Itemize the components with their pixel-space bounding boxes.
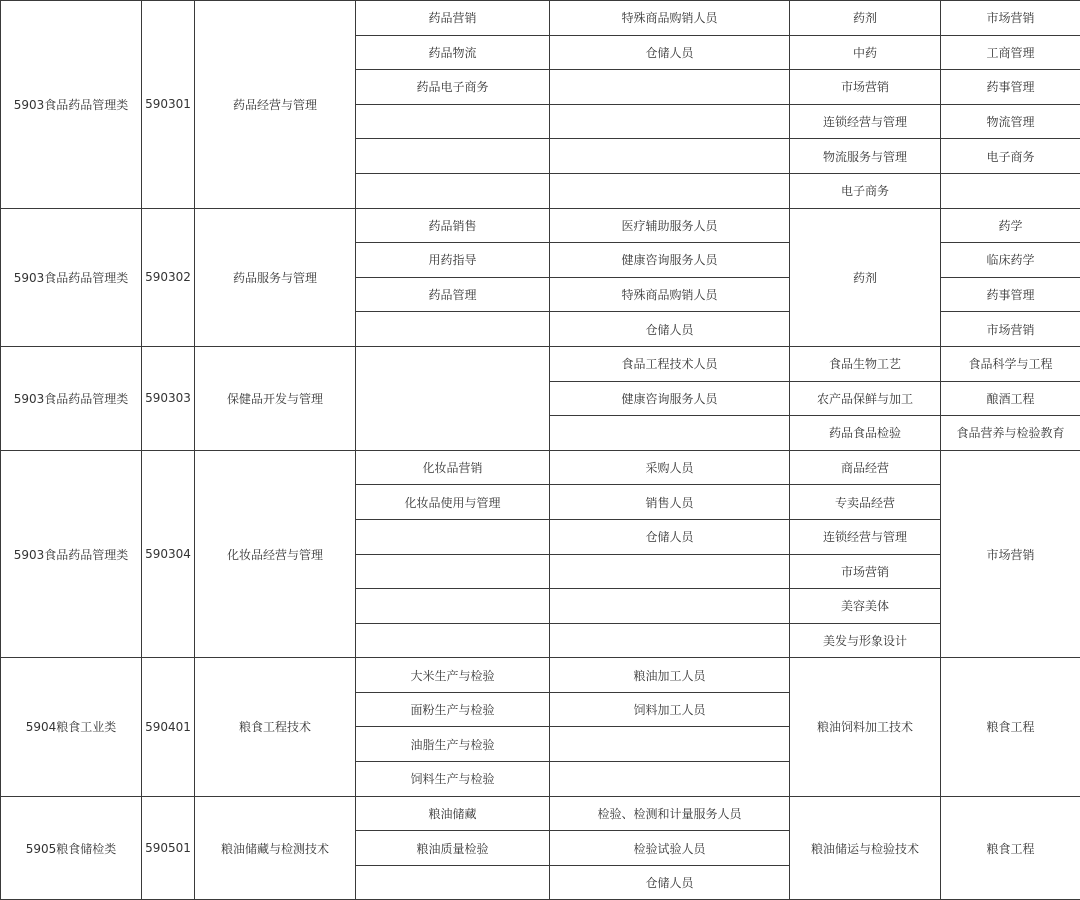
undergrad-major-cell: 药事管理 — [941, 70, 1080, 105]
occupation-cell: 粮油加工人员 — [550, 658, 790, 693]
major-cell: 粮食工程技术 — [195, 658, 356, 796]
code-cell: 590401 — [142, 658, 195, 796]
code-cell: 590304 — [142, 450, 195, 658]
occupation-cell — [550, 554, 790, 589]
code-cell: 590303 — [142, 346, 195, 450]
table-row — [1, 1, 1080, 36]
undergrad-major-cell: 市场营销 — [941, 450, 1080, 658]
occupation-cell: 健康咨询服务人员 — [550, 381, 790, 416]
occupation-cell — [550, 173, 790, 208]
occupation-cell — [550, 139, 790, 174]
secondary-major-cell: 物流服务与管理 — [790, 139, 941, 174]
occupation-cell: 仓储人员 — [550, 865, 790, 900]
undergrad-major-cell: 食品科学与工程 — [941, 346, 1080, 381]
secondary-major-cell: 连锁经营与管理 — [790, 104, 941, 139]
major-cell: 化妆品经营与管理 — [195, 450, 356, 658]
secondary-major-cell: 电子商务 — [790, 173, 941, 208]
category-cell: 5903食品药品管理类 — [1, 1, 142, 209]
secondary-major-cell: 药剂 — [790, 208, 941, 346]
occupation-cell: 饲料加工人员 — [550, 692, 790, 727]
occupation-cell — [550, 623, 790, 658]
major-cell: 药品经营与管理 — [195, 1, 356, 209]
occupation-cell: 健康咨询服务人员 — [550, 243, 790, 278]
direction-cell: 用药指导 — [356, 243, 550, 278]
undergrad-major-cell: 市场营销 — [941, 1, 1080, 36]
direction-cell — [356, 346, 550, 450]
undergrad-major-cell: 临床药学 — [941, 243, 1080, 278]
secondary-major-cell: 美发与形象设计 — [790, 623, 941, 658]
secondary-major-cell: 食品生物工艺 — [790, 346, 941, 381]
direction-cell: 药品销售 — [356, 208, 550, 243]
undergrad-major-cell: 粮食工程 — [941, 796, 1080, 900]
direction-cell — [356, 519, 550, 554]
direction-cell: 油脂生产与检验 — [356, 727, 550, 762]
secondary-major-cell: 连锁经营与管理 — [790, 519, 941, 554]
occupation-cell: 检验试验人员 — [550, 831, 790, 866]
table-row — [1, 796, 1080, 831]
occupation-cell — [550, 416, 790, 451]
category-cell: 5903食品药品管理类 — [1, 346, 142, 450]
table-row — [1, 450, 1080, 485]
table-row — [1, 658, 1080, 693]
secondary-major-cell: 专卖品经营 — [790, 485, 941, 520]
occupation-cell — [550, 70, 790, 105]
secondary-major-cell: 中药 — [790, 35, 941, 70]
table-row — [1, 208, 1080, 243]
direction-cell: 饲料生产与检验 — [356, 762, 550, 797]
secondary-major-cell: 粮油饲料加工技术 — [790, 658, 941, 796]
category-cell: 5905粮食储检类 — [1, 796, 142, 900]
direction-cell: 粮油储藏 — [356, 796, 550, 831]
occupation-cell: 仓储人员 — [550, 35, 790, 70]
major-cell: 药品服务与管理 — [195, 208, 356, 346]
table-row — [1, 346, 1080, 381]
secondary-major-cell: 市场营销 — [790, 70, 941, 105]
undergrad-major-cell: 食品营养与检验教育 — [941, 416, 1080, 451]
secondary-major-cell: 药品食品检验 — [790, 416, 941, 451]
direction-cell — [356, 173, 550, 208]
occupation-cell: 销售人员 — [550, 485, 790, 520]
undergrad-major-cell: 物流管理 — [941, 104, 1080, 139]
direction-cell — [356, 554, 550, 589]
direction-cell: 粮油质量检验 — [356, 831, 550, 866]
secondary-major-cell: 市场营销 — [790, 554, 941, 589]
undergrad-major-cell: 电子商务 — [941, 139, 1080, 174]
occupation-cell: 仓储人员 — [550, 519, 790, 554]
occupation-cell: 特殊商品购销人员 — [550, 1, 790, 36]
occupation-cell: 仓储人员 — [550, 312, 790, 347]
undergrad-major-cell: 市场营销 — [941, 312, 1080, 347]
direction-cell — [356, 623, 550, 658]
direction-cell — [356, 865, 550, 900]
occupation-cell: 食品工程技术人员 — [550, 346, 790, 381]
direction-cell: 化妆品使用与管理 — [356, 485, 550, 520]
secondary-major-cell: 粮油储运与检验技术 — [790, 796, 941, 900]
occupation-cell: 特殊商品购销人员 — [550, 277, 790, 312]
secondary-major-cell: 美容美体 — [790, 589, 941, 624]
undergrad-major-cell: 药学 — [941, 208, 1080, 243]
code-cell: 590301 — [142, 1, 195, 209]
occupation-cell: 检验、检测和计量服务人员 — [550, 796, 790, 831]
occupation-cell — [550, 104, 790, 139]
direction-cell: 面粉生产与检验 — [356, 692, 550, 727]
category-cell: 5903食品药品管理类 — [1, 208, 142, 346]
direction-cell: 药品物流 — [356, 35, 550, 70]
code-cell: 590501 — [142, 796, 195, 900]
direction-cell: 药品营销 — [356, 1, 550, 36]
direction-cell: 化妆品营销 — [356, 450, 550, 485]
direction-cell — [356, 104, 550, 139]
major-cell: 粮油储藏与检测技术 — [195, 796, 356, 900]
undergrad-major-cell: 酿酒工程 — [941, 381, 1080, 416]
direction-cell — [356, 312, 550, 347]
direction-cell: 大米生产与检验 — [356, 658, 550, 693]
code-cell: 590302 — [142, 208, 195, 346]
secondary-major-cell: 药剂 — [790, 1, 941, 36]
undergrad-major-cell: 粮食工程 — [941, 658, 1080, 796]
undergrad-major-cell — [941, 173, 1080, 208]
occupation-cell — [550, 727, 790, 762]
direction-cell: 药品电子商务 — [356, 70, 550, 105]
major-cell: 保健品开发与管理 — [195, 346, 356, 450]
occupation-cell — [550, 762, 790, 797]
category-cell: 5903食品药品管理类 — [1, 450, 142, 658]
occupation-cell — [550, 589, 790, 624]
category-cell: 5904粮食工业类 — [1, 658, 142, 796]
secondary-major-cell: 农产品保鲜与加工 — [790, 381, 941, 416]
direction-cell — [356, 589, 550, 624]
occupation-cell: 采购人员 — [550, 450, 790, 485]
direction-cell — [356, 139, 550, 174]
secondary-major-cell: 商品经营 — [790, 450, 941, 485]
undergrad-major-cell: 药事管理 — [941, 277, 1080, 312]
direction-cell: 药品管理 — [356, 277, 550, 312]
undergrad-major-cell: 工商管理 — [941, 35, 1080, 70]
occupation-cell: 医疗辅助服务人员 — [550, 208, 790, 243]
